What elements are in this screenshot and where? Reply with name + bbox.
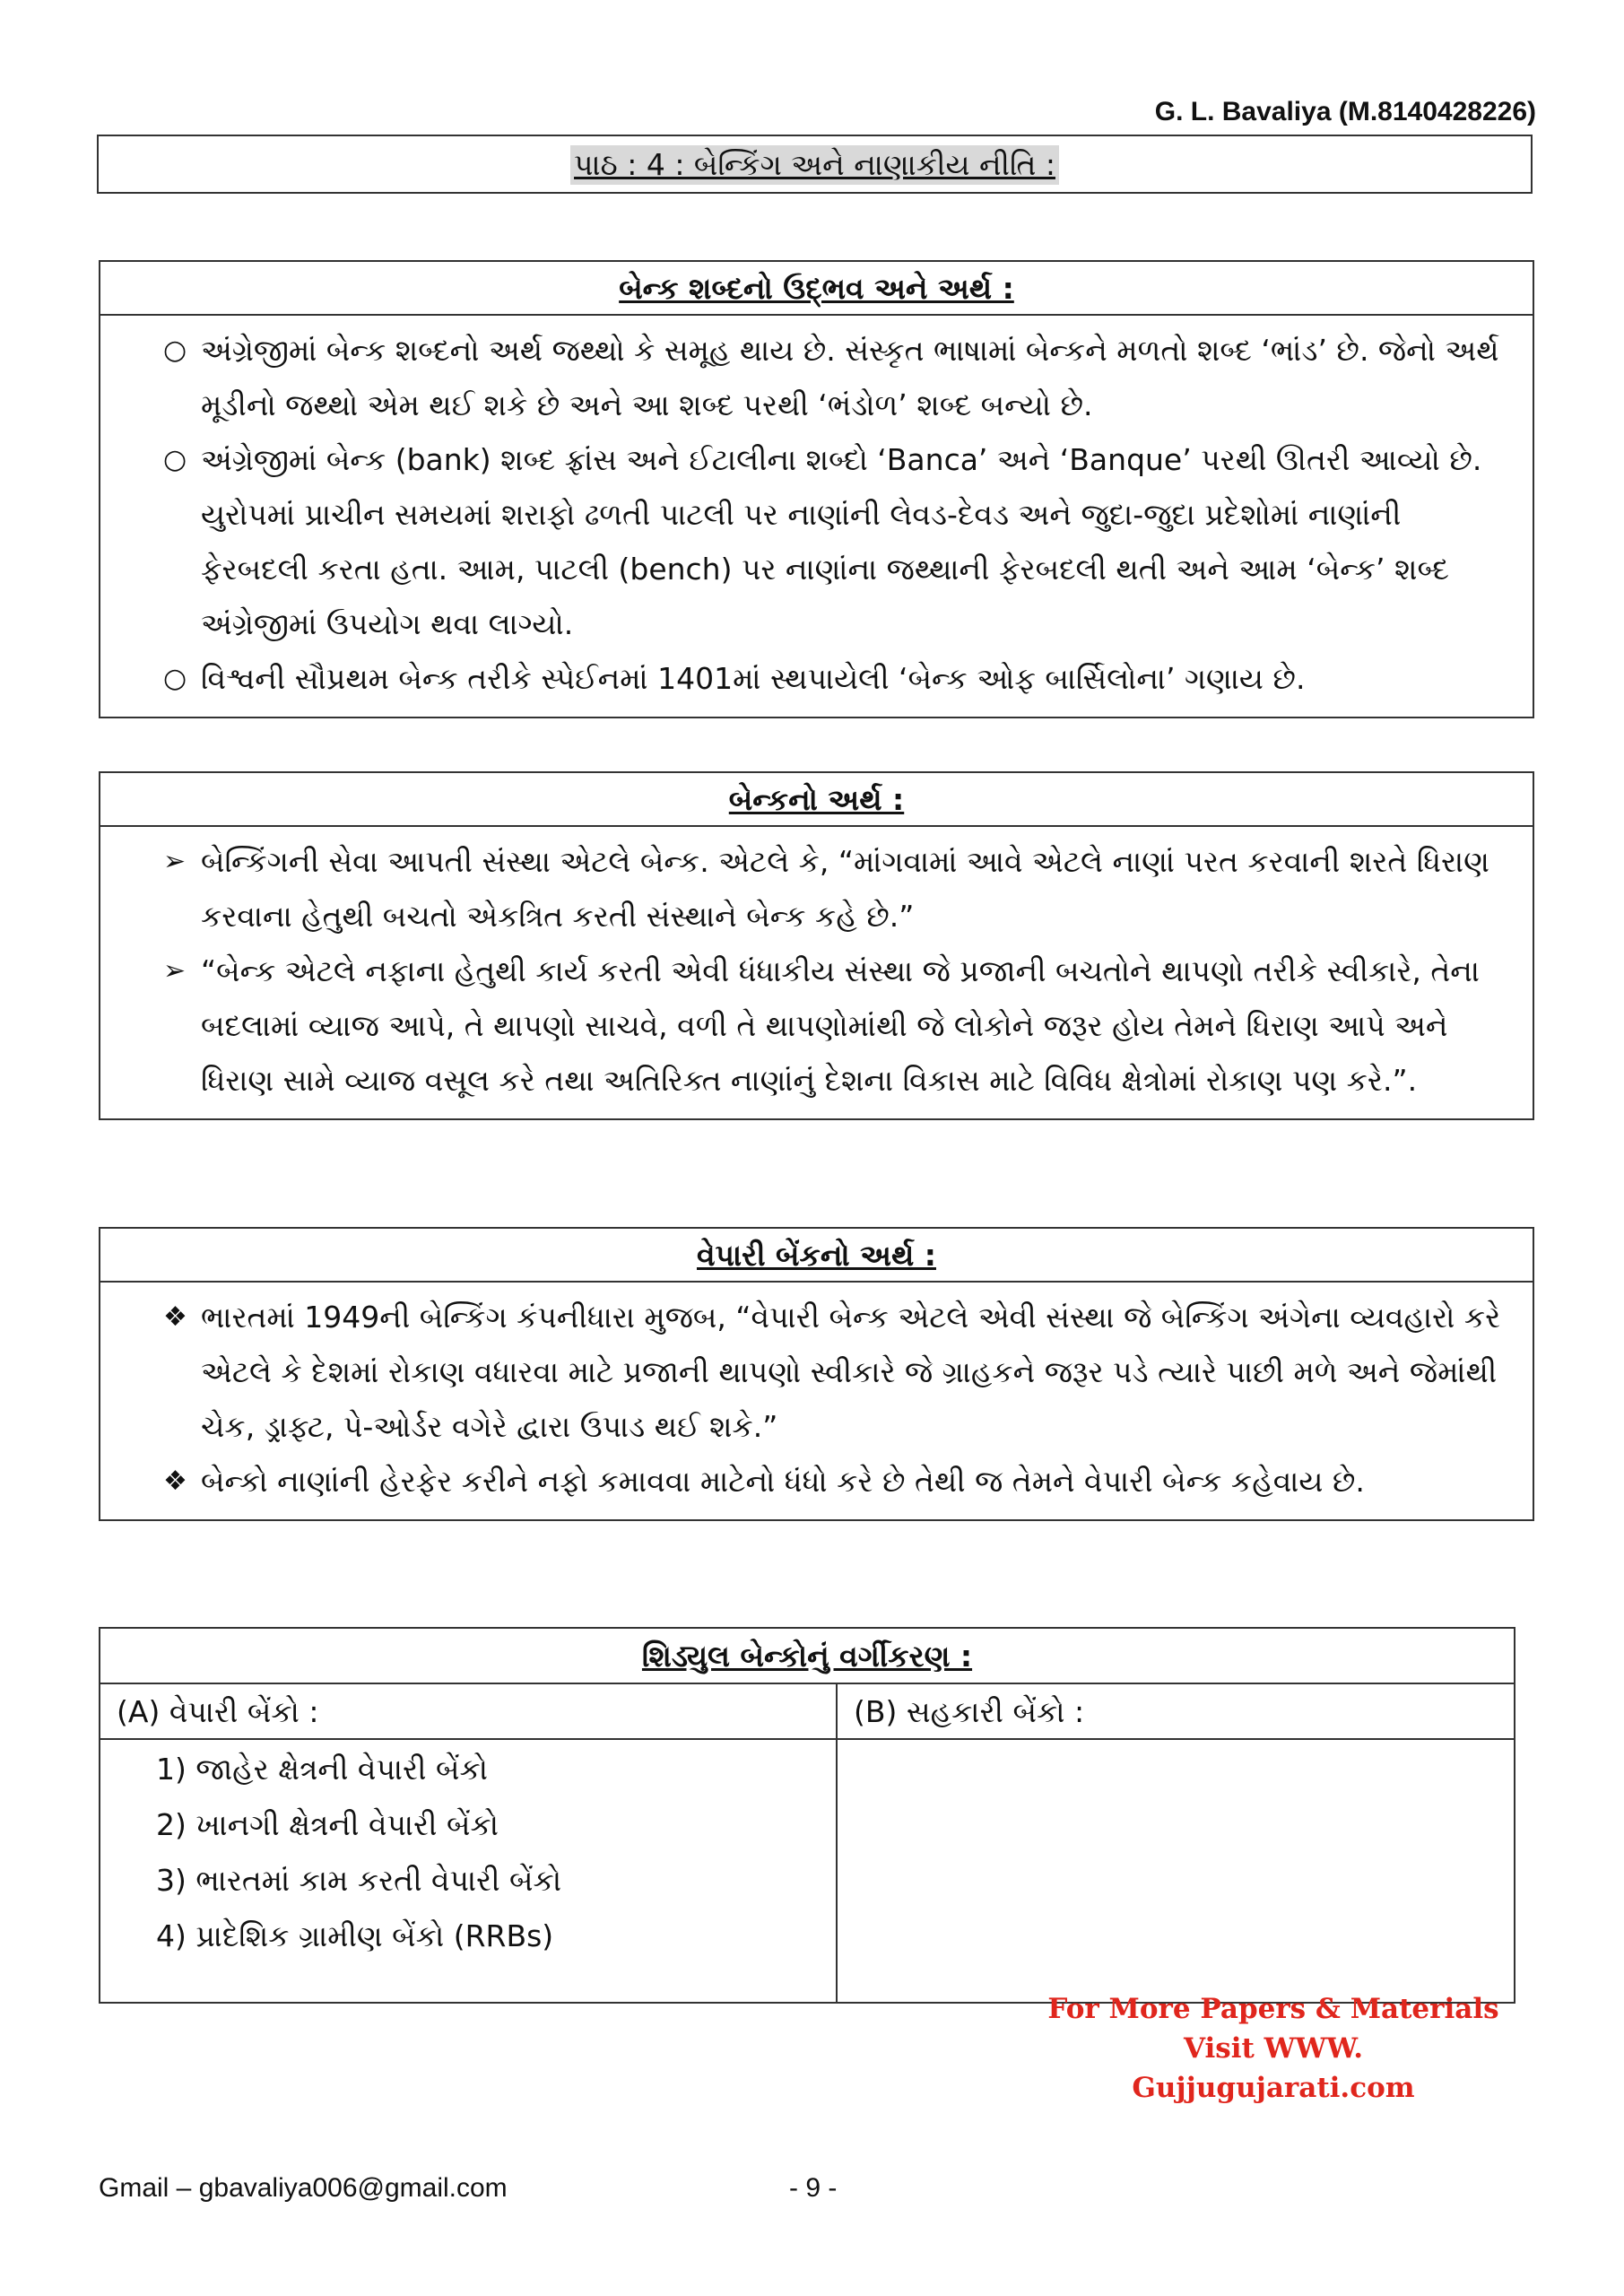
diamond-bullet-icon: ❖ bbox=[163, 1465, 187, 1497]
classification-table bbox=[99, 1627, 1515, 2004]
list-item: ❖ બેન્કો નાણાંની હેરફેર કરીને નફો કમાવવા માટેનો ધંધો કરે છે તેથી જ તેમને વેપારી બેન્ક કહેવાય છે. bbox=[163, 1454, 1515, 1509]
promo-line-2: Visit WWW. Gujjugujarati.com bbox=[1132, 2032, 1415, 2104]
circle-bullet-icon: ○ bbox=[163, 663, 187, 694]
section-commercial-bank-meaning bbox=[99, 1227, 1534, 1521]
promo-line-1: For More Papers & Materials bbox=[1047, 1993, 1499, 2025]
chapter-title: પાઠ : 4 : બેન્કિંગ અને નાણાકીય નીતિ : bbox=[570, 145, 1059, 185]
circle-bullet-icon: ○ bbox=[163, 444, 187, 475]
section-heading: બેન્કનો અર્થ : bbox=[100, 773, 1533, 827]
cooperative-banks-cell bbox=[838, 1740, 1514, 2004]
column-cooperative-banks: (B) સહકારી બેંકો : bbox=[854, 1694, 1085, 1729]
list-item: ○ અંગ્રેજીમાં બેન્ક (bank) શબ્દ ફ્રાંસ અને ઈટાલીના શબ્દો ‘Banca’ અને ‘Banque’ પરથી ઊતરી આવ્યો છે. યુરોપમાં પ્રાચીન સમયમાં શરાફો ઢળતી પાટલી પર નાણાંની લેવડ-દેવડ અને જુદા-જુદા પ્રદેશોમાં નાણાંની ફેરબદલી કરતા હતા. આમ, પાટલી (bench) પર નાણાંના જથ્થાની ફેરબદલી થતી અને આમ ‘બેન્ક’ શબ્દ અંગ્રેજીમાં ઉપયોગ થવા લાગ્યો. bbox=[163, 432, 1515, 651]
arrow-bullet-icon: ➢ bbox=[163, 846, 187, 877]
section-bank-meaning bbox=[99, 771, 1534, 1120]
diamond-bullet-icon: ❖ bbox=[163, 1301, 187, 1333]
list-item: 1) જાહેર ક્ષેત્રની વેપારી બેંકો bbox=[156, 1752, 489, 1787]
list-item: ○ અંગ્રેજીમાં બેન્ક શબ્દનો અર્થ જથ્થો કે સમૂહ થાય છે. સંસ્કૃત ભાષામાં બેન્કને મળતો શબ્દ ‘ભાંડ’ છે. જેનો અર્થ મૂડીનો જથ્થો એમ થઈ શકે છે અને આ શબ્દ પરથી ‘ભંડોળ’ શબ્દ બન્યો છે. bbox=[163, 323, 1515, 432]
list-item: ➢ બેન્કિંગની સેવા આપતી સંસ્થા એટલે બેન્ક. એટલે કે, “માંગવામાં આવે એટલે નાણાં પરત કરવાની શરતે ધિરાણ કરવાના હેતુથી બચતો એકત્રિત કરતી સંસ્થાને બેન્ક કહે છે.” bbox=[163, 834, 1515, 944]
list-item: 2) ખાનગી ક્ષેત્રની વેપારી બેંકો bbox=[156, 1807, 499, 1842]
promo-text bbox=[1040, 1989, 1507, 2108]
chapter-title-box bbox=[97, 135, 1533, 194]
commercial-banks-cell bbox=[100, 1740, 838, 2004]
column-commercial-banks: (A) વેપારી બેંકો : bbox=[100, 1684, 838, 1738]
footer-email: Gmail – gbavaliya006@gmail.com bbox=[99, 2173, 508, 2203]
section-heading: વેપારી બેંકનો અર્થ : bbox=[100, 1229, 1533, 1283]
page-number: - 9 - bbox=[789, 2173, 838, 2203]
list-item: 3) ભારતમાં કામ કરતી વેપારી બેંકો bbox=[156, 1863, 562, 1898]
list-item: ❖ ભારતમાં 1949ની બેન્કિંગ કંપનીધારા મુજબ, “વેપારી બેન્ક એટલે એવી સંસ્થા જે બેન્કિંગ અંગેના વ્યવહારો કરે એટલે કે દેશમાં રોકાણ વધારવા માટે પ્રજાની થાપણો સ્વીકારે જે ગ્રાહકને જરૂર પડે ત્યારે પાછી મળે અને જેમાંથી ચેક, ડ્રાફ્ટ, પે-ઓર્ડર વગેરે દ્વારા ઉપાડ થઈ શકે.” bbox=[163, 1290, 1515, 1454]
section-heading: બેન્ક શબ્દનો ઉદ્ભવ અને અર્થ : bbox=[100, 262, 1533, 316]
list-item: 4) પ્રાદેશિક ગ્રામીણ બેંકો (RRBs) bbox=[156, 1918, 554, 1953]
list-item: ○ વિશ્વની સૌપ્રથમ બેન્ક તરીકે સ્પેઈનમાં 1401માં સ્થપાયેલી ‘બેન્ક ઓફ બાર્સિલોના’ ગણાય છે. bbox=[163, 651, 1515, 706]
arrow-bullet-icon: ➢ bbox=[163, 955, 187, 987]
author-header: G. L. Bavaliya (M.8140428226) bbox=[1154, 97, 1536, 126]
section-bank-origin bbox=[99, 260, 1534, 718]
circle-bullet-icon: ○ bbox=[163, 335, 187, 366]
classification-heading: શિડ્યુલ બેન્કોનું વર્ગીકરણ : bbox=[100, 1629, 1514, 1684]
list-item: ➢ “બેન્ક એટલે નફાના હેતુથી કાર્ય કરતી એવી ધંધાકીય સંસ્થા જે પ્રજાની બચતોને થાપણો તરીકે સ્વીકારે, તેના બદલામાં વ્યાજ આપે, તે થાપણો સાચવે, વળી તે થાપણોમાંથી જે લોકોને જરૂર હોય તેમને ધિરાણ આપે અને ધિરાણ સામે વ્યાજ વસૂલ કરે તથા અતિરિક્ત નાણાંનું દેશના વિકાસ માટે વિવિધ ક્ષેત્રોમાં રોકાણ પણ કરે.”. bbox=[163, 944, 1515, 1108]
